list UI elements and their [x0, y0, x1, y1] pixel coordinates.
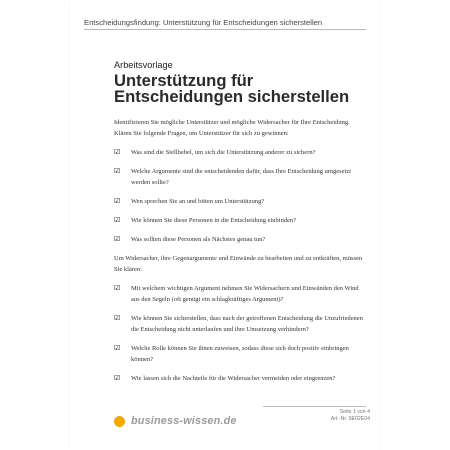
intro-paragraph: Identifizieren Sie mögliche Unterstützer und mögliche Widersacher für Ihre Entscheidung. Klären Sie folgende Fragen, um Unterstützer für sich zu gewinnen: — [114, 119, 350, 137]
document-body — [114, 117, 368, 392]
header-divider — [84, 29, 366, 30]
checklist-item-text: Was sind die Stellhebel, um sich die Unterstützung anderer zu sichern? — [131, 149, 316, 156]
checkbox-icon: ☑ — [114, 197, 121, 205]
article-number: Art.-Nr. 9E02E04 — [330, 416, 370, 422]
checkbox-icon: ☑ — [114, 284, 121, 292]
checklist-item-text: Welche Argumente sind die entscheidenden dafür, dass Ihre Entscheidung umgesetzt werden sollte? — [131, 168, 352, 186]
checkbox-icon: ☑ — [114, 167, 121, 175]
supporter-questions-list — [114, 147, 368, 245]
running-header: Entscheidungsfindung: Unterstützung für Entscheidungen sicherstellen — [84, 18, 323, 27]
checklist-item — [114, 147, 368, 158]
document-title: Unterstützung für Entscheidungen sicherstellen — [114, 71, 350, 106]
checklist-item-text: Was sollten diese Personen als Nächstes genau tun? — [131, 236, 266, 243]
checkbox-icon: ☑ — [114, 148, 121, 156]
checklist-item — [114, 234, 368, 245]
checklist-item — [114, 313, 368, 335]
opponents-intro-paragraph: Um Widersacher, ihre Gegenargumente und Einwände zu bearbeiten und zu entkräften, müssen Sie klären: — [114, 255, 363, 273]
checklist-item — [114, 196, 368, 207]
page-number: Seite 1 von 4 — [339, 409, 370, 415]
checklist-item-text: Wen sprechen Sie an und bitten um Unterstützung? — [131, 198, 265, 205]
checkbox-icon: ☑ — [114, 216, 121, 224]
document-page — [70, 0, 380, 450]
page-meta — [331, 409, 370, 423]
checkbox-icon: ☑ — [114, 344, 121, 352]
logo-dot-icon — [114, 416, 125, 427]
checklist-item-text: Mit welchem wichtigen Argument nehmen Sie Widersachern und Einwänden den Wind aus den Segeln (oft genügt ein schlagkräftiges Argument)? — [131, 285, 359, 303]
checklist-item-text: Wie können Sie sicherstellen, dass nach der getroffenen Entscheidung die Unzufriedenen die Entscheidung nicht unterlaufen und ihre Umsetzung verhindern? — [131, 315, 363, 333]
opponent-questions-list — [114, 283, 368, 384]
checklist-item — [114, 343, 368, 365]
checklist-item — [114, 373, 368, 384]
logo-text: business-wissen.de — [131, 415, 237, 427]
checkbox-icon: ☑ — [114, 314, 121, 322]
checklist-item — [114, 166, 368, 188]
footer-divider — [263, 406, 366, 407]
brand-logo — [114, 415, 237, 427]
checklist-item-text: Wie lassen sich die Nachteile für die Widersacher vermeiden oder eingrenzen? — [131, 375, 336, 382]
checklist-item-text: Wie können Sie diese Personen in die Entscheidung einbinden? — [131, 217, 297, 224]
checkbox-icon: ☑ — [114, 235, 121, 243]
checklist-item — [114, 283, 368, 305]
checklist-item-text: Welche Rolle können Sie ihnen zuweisen, sodass diese sich doch positiv einbringen können? — [131, 345, 349, 363]
checkbox-icon: ☑ — [114, 374, 121, 382]
checklist-item — [114, 215, 368, 226]
document-kicker: Arbeitsvorlage — [114, 60, 173, 70]
